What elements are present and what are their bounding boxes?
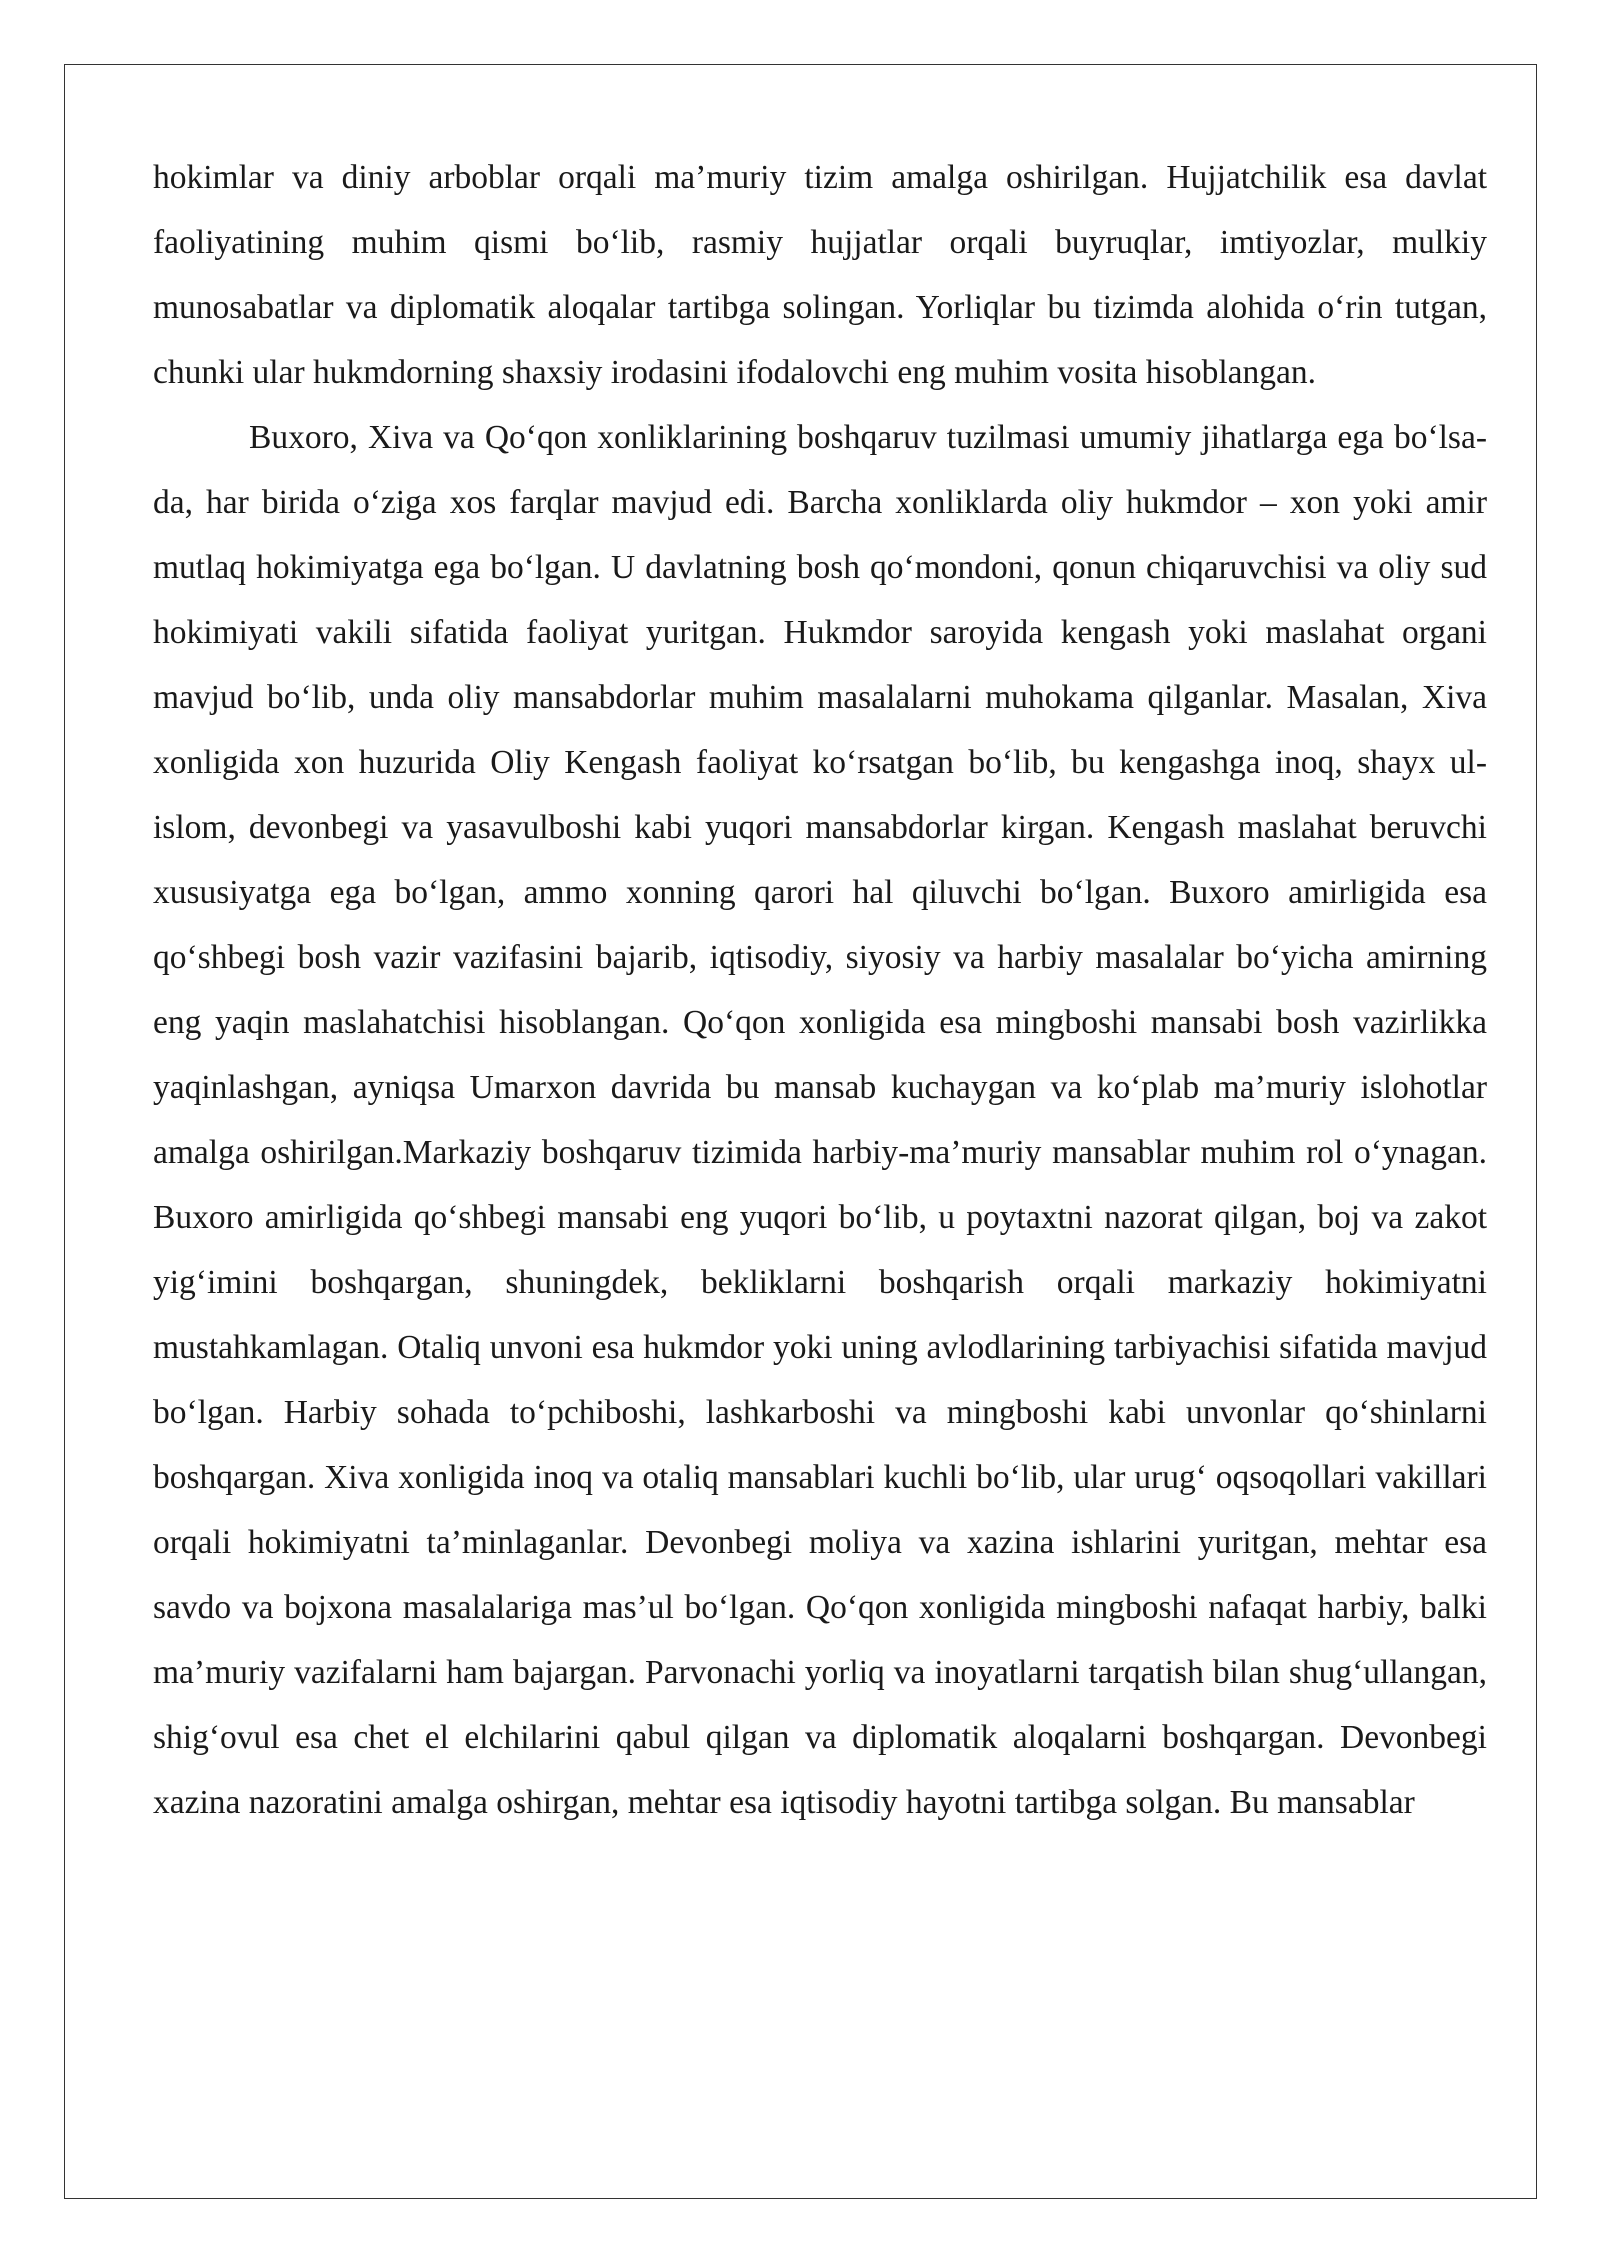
paragraph-khanates-governance: Buxoro, Xiva va Qo‘qon xonliklarining boshqaruv tuzilmasi umumiy jihatlarga ega bo‘lsa-da, har birida o‘ziga xos farqlar mavjud edi. Barcha xonliklarda oliy hukmdor – xon yoki amir mutlaq hokimiyatga ega bo‘lgan. U davlatning bosh qo‘mondoni, qonun chiqaruvchisi va oliy sud hokimiyati vakili sifatida faoliyat yuritgan. Hukmdor saroyida kengash yoki maslahat organi mavjud bo‘lib, unda oliy mansabdorlar muhim masalalarni muhokama qilganlar. Masalan, Xiva xonligida xon huzurida Oliy Kengash faoliyat ko‘rsatgan bo‘lib, bu kengashga inoq, shayx ul-islom, devonbegi va yasavulboshi kabi yuqori mansabdorlar kirgan. Kengash maslahat beruvchi xususiyatga ega bo‘lgan, ammo xonning qarori hal qiluvchi bo‘lgan. Buxoro amirligida esa qo‘shbegi bosh vazir vazifasini bajarib, iqtisodiy, siyosiy va harbiy masalalar bo‘yicha amirning eng yaqin maslahatchisi hisoblangan. Qo‘qon xonligida esa mingboshi mansabi bosh vazirlikka yaqinlashgan, ayniqsa Umarxon davrida bu mansab kuchaygan va ko‘plab ma’muriy islohotlar amalga oshirilgan.Markaziy boshqaruv tizimida harbiy-ma’muriy mansablar muhim rol o‘ynagan. Buxoro amirligida qo‘shbegi mansabi eng yuqori bo‘lib, u poytaxtni nazorat qilgan, boj va zakot yig‘imini boshqargan, shuningdek, bekliklarni boshqarish orqali markaziy hokimiyatni mustahkamlagan. Otaliq unvoni esa hukmdor yoki uning avlodlarining tarbiyachisi sifatida mavjud bo‘lgan. Harbiy sohada to‘pchiboshi, lashkarboshi va mingboshi kabi unvonlar qo‘shinlarni boshqargan. Xiva xonligida inoq va otaliq mansablari kuchli bo‘lib, ular urug‘ oqsoqollari vakillari orqali hokimiyatni ta’minlaganlar. Devonbegi moliya va xazina ishlarini yuritgan, mehtar esa savdo va bojxona masalalariga mas’ul bo‘lgan. Qo‘qon xonligida mingboshi nafaqat harbiy, balki ma’muriy vazifalarni ham bajargan. Parvonachi yorliq va inoyatlarni tarqatish bilan shug‘ullangan, shig‘ovul esa chet el elchilarini qabul qilgan va diplomatik aloqalarni boshqargan. Devonbegi xazina nazoratini amalga oshirgan, mehtar esa iqtisodiy hayotni tartibga solgan. Bu mansablar [153,419,1487,1821]
document-body [153,145,1487,1835]
paragraph-continuation: hokimlar va diniy arboblar orqali ma’muriy tizim amalga oshirilgan. Hujjatchilik esa davlat faoliyatining muhim qismi bo‘lib, rasmiy hujjatlar orqali buyruqlar, imtiyozlar, mulkiy munosabatlar va diplomatik aloqalar tartibga solingan. Yorliqlar bu tizimda alohida o‘rin tutgan, chunki ular hukmdorning shaxsiy irodasini ifodalovchi eng muhim vosita hisoblangan. [153,159,1487,391]
